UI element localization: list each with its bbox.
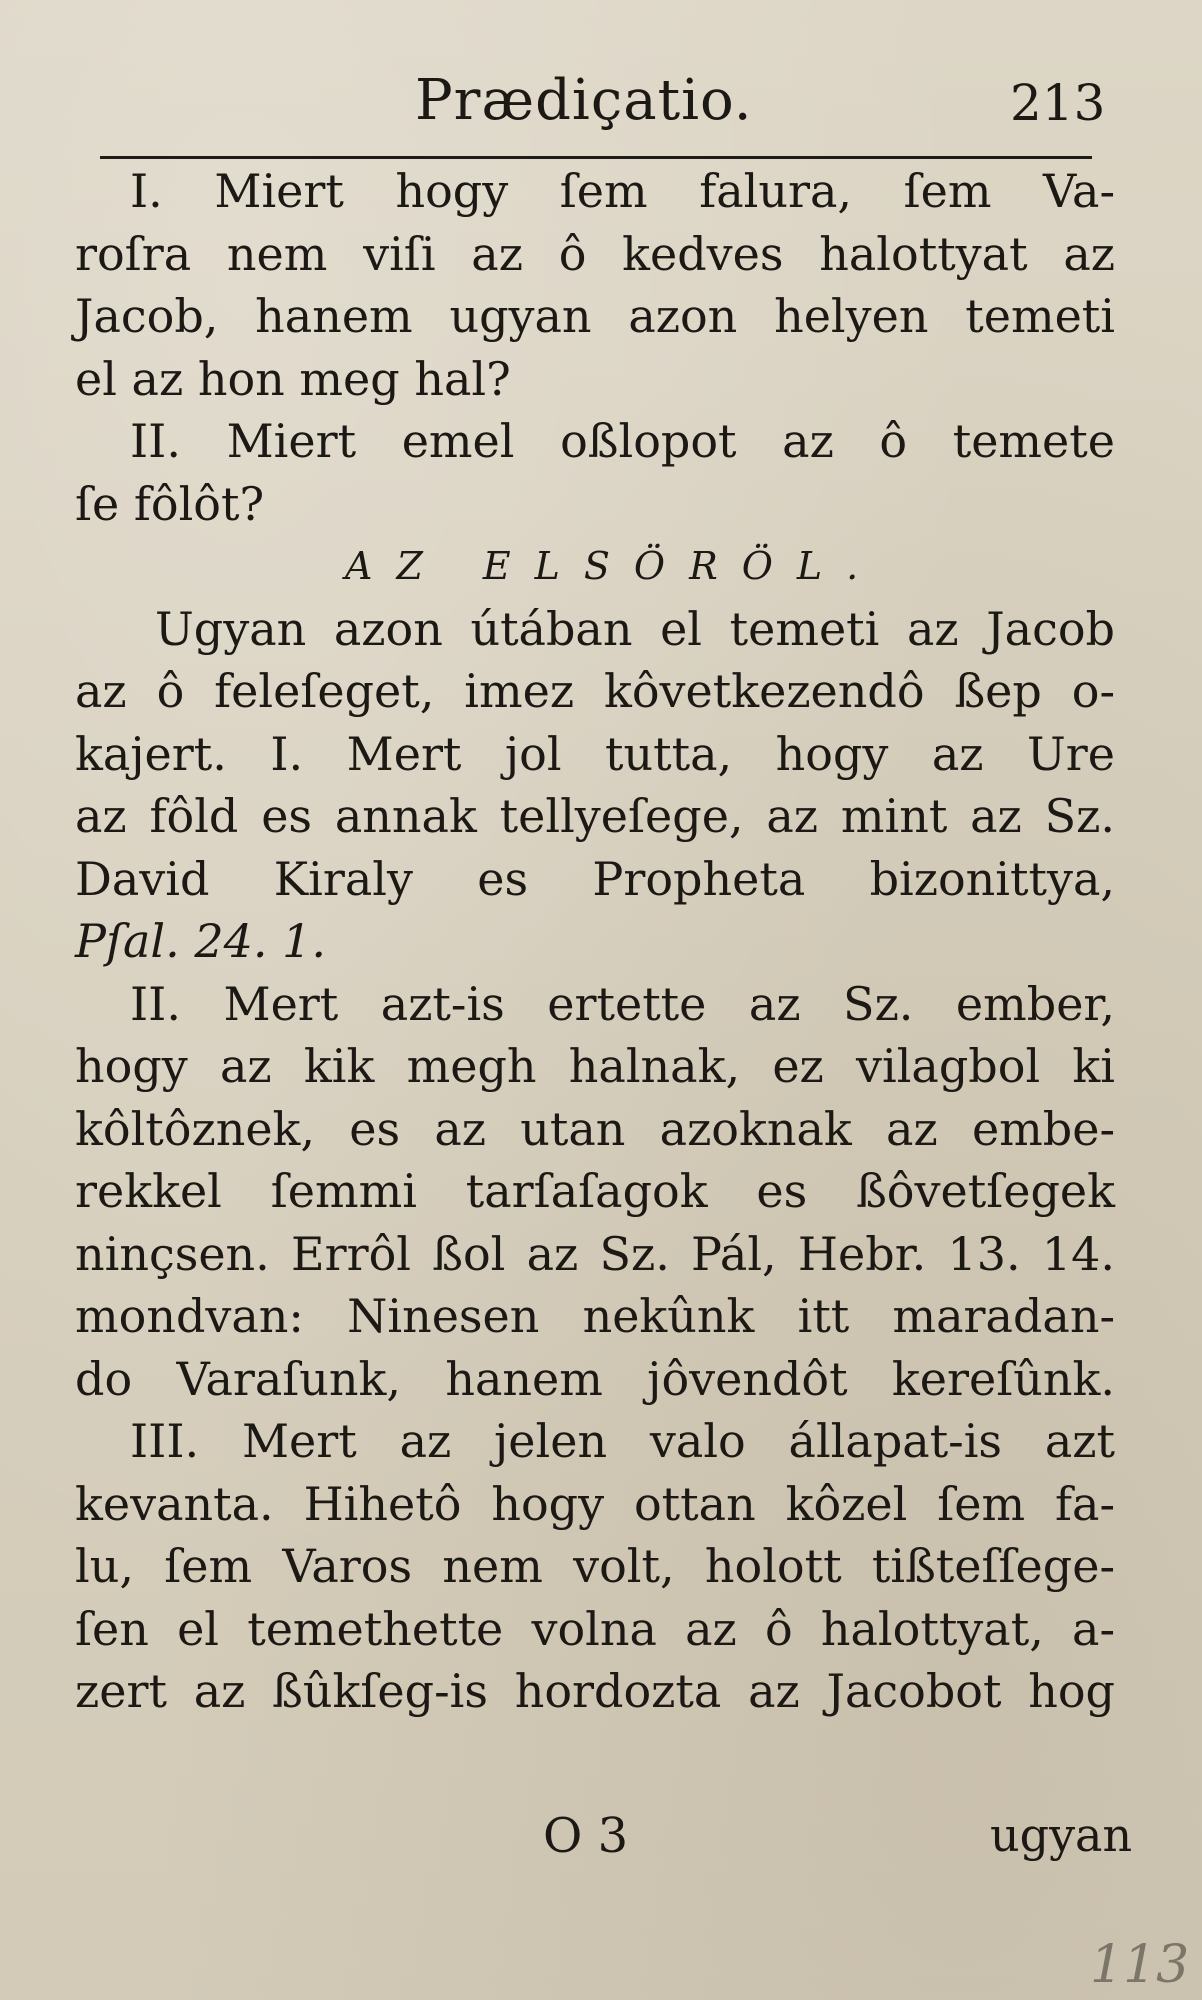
text-line: II. Miert emel oßlopot az ô temete [130, 414, 1115, 468]
text-line: zert az ßûkſeg-is hordozta az Jacobot hog [75, 1664, 1115, 1718]
text-line: Ugyan azon útában el temeti az Jacob [155, 601, 1115, 656]
text-line: az ô feleſeget, imez kôvetkezendô ßep o- [75, 664, 1115, 718]
text-line: lu, ſem Varos nem volt, holott tißteſſege- [75, 1539, 1115, 1593]
header-rule [100, 156, 1092, 159]
page-footer [0, 1808, 1202, 1878]
text-line: hogy az kik megh halnak, ez vilagbol ki [75, 1039, 1115, 1093]
body-text [75, 160, 1115, 1723]
text-line: mondvan: Ninesen nekûnk itt maradan- [75, 1289, 1115, 1343]
running-head: Prædiçatio. [415, 68, 753, 133]
catchword: ugyan [990, 1808, 1133, 1862]
text-line: ſen el temethette volna az ô halottyat, a- [75, 1601, 1115, 1656]
text-line: II. Mert azt-is ertette az Sz. ember, [130, 976, 1115, 1031]
text-line: az fôld es annak tellyeſege, az mint az Sz. [75, 789, 1115, 843]
text-line: kevanta. Hihetô hogy ottan kôzel ſem fa- [75, 1476, 1115, 1531]
scripture-reference: Pſal. 24. 1. [75, 914, 327, 968]
page-header [0, 62, 1202, 142]
text-line: do Varaſunk, hanem jôvendôt kereſûnk. [75, 1351, 1115, 1406]
text-line: roſra nem viſi az ô kedves halottyat az [75, 226, 1115, 281]
text-line: kôltôznek, es az utan azoknak az embe- [75, 1101, 1115, 1156]
section-heading: AZ ELSÖRÖL. [345, 544, 883, 588]
text-line: el az hon meg hal? [75, 351, 511, 406]
page-number: 213 [1010, 74, 1106, 132]
text-line: David Kiraly es Propheta bizonittya, [75, 851, 1115, 906]
text-line: rekkel ſemmi tarſaſagok es ßôvetſegek [75, 1164, 1115, 1218]
text-line: Jacob, hanem ugyan azon helyen temeti [75, 289, 1115, 343]
text-line: kajert. I. Mert jol tutta, hogy az Ure [75, 726, 1115, 781]
text-line: I. Miert hogy ſem falura, ſem Va- [130, 164, 1115, 218]
pencil-folio-note: 113 [1090, 1935, 1190, 1995]
text-line: ninçsen. Errôl ßol az Sz. Pál, Hebr. 13. 14. [75, 1226, 1115, 1281]
text-line: ſe fôlôt? [75, 476, 265, 531]
text-line: III. Mert az jelen valo állapat-is azt [130, 1414, 1115, 1468]
signature-mark: O 3 [543, 1808, 629, 1864]
